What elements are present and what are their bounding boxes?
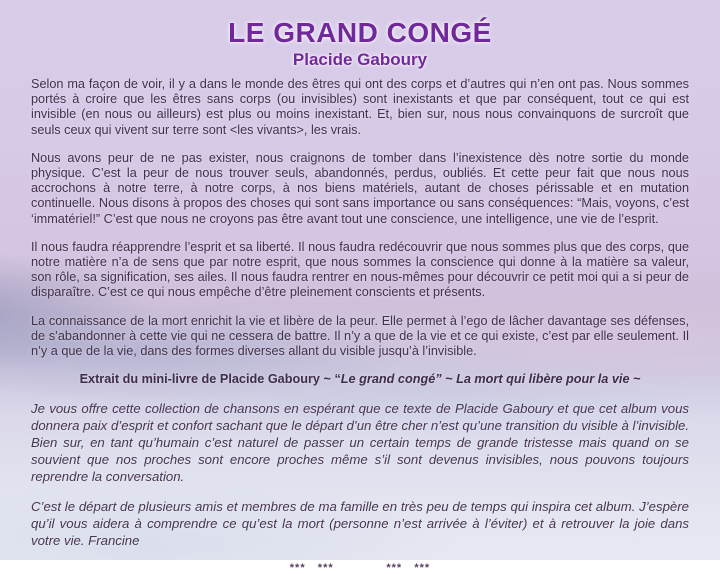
- extract-suffix: ” ~ La mort qui libère pour la vie ~: [435, 372, 641, 387]
- asterisk-separator: *** *** *** ***: [289, 562, 431, 574]
- page-title: LE GRAND CONGÉ: [228, 17, 492, 48]
- essay-paragraph-4: La connaissance de la mort enrichit la vie et libère de la peur. Elle permet à l’ego de lâcher davantage ses défenses, de s’abandonner à cette vie qui ne cessera de battre. Il n’y a que de la vie et ce qui existe, c’est par elle seulement. Il n’y a que de la vie, dans des formes diverses allant du visible jusqu’à l’invisible.: [31, 313, 689, 359]
- page-subtitle-author: Placide Gaboury: [292, 50, 428, 69]
- extract-book-title: Le grand congé: [340, 372, 436, 387]
- essay-paragraph-1: Selon ma façon de voir, il y a dans le monde des êtres qui ont des corps et d’autres qui n’en ont pas. Nous sommes portés à croire que les êtres sans corps (ou invisibles) sont inexistants et que par conséquent, tout ce qui est invisible (en nous ou ailleurs) est plus ou moins inexistant. Et, bien sur, nous nous convainquons de surcroît que seuls ceux qui vivent sur terre sont <les vivants>, les vrais.: [31, 77, 689, 137]
- dedication-paragraph-1: Je vous offre cette collection de chansons en espérant que ce texte de Placide Gaboury et que cet album vous donnera paix d’esprit et confort sachant que le départ d’un être cher n’est qu’une transition du visible à l’invisible. Bien sur, en tant qu’humain c’est naturel de passer un certain temps de grande tristesse mais quand on se souvient que nos proches sont encore proches même s’il sont devenus invisibles, nous pouvons toujours reprendre la conversation.: [31, 401, 689, 485]
- extract-prefix: Extrait du mini-livre de Placide Gaboury ~ “: [79, 372, 341, 387]
- essay-paragraph-3: Il nous faudra réapprendre l’esprit et sa liberté. Il nous faudra redécouvrir que nous sommes plus que des corps, que notre matière n’a de sens que par notre esprit, que nous sommes la conscience qui donne à la matière sa valeur, son rôle, sa signification, ses ailes. Il nous faudra rentrer en nous-mêmes pour découvrir ce petit moi qui a si peur de disparaître. C’est ce qui nous empêche d’être pleinement conscients et présents.: [31, 239, 689, 300]
- extract-line: [31, 372, 689, 386]
- essay-paragraph-2: Nous avons peur de ne pas exister, nous craignons de tomber dans l’inexistence dès notre sortie du monde physique. C’est la peur de nous trouver seuls, abandonnés, perdus, oubliés. Et cette peur fait que nous nous accrochons à notre terre, à notre corps, à nos biens matériels, autant de choses périssable et en mutation continuelle. Nous disons à propos des choses qui sont sans importance ou sans conséquences: “Mais, voyons, c’est ‘immatériel!” C’est que nous ne croyons pas être avant tout une conscience, une intelligence, une vie de l’esprit.: [31, 150, 689, 226]
- dedication-paragraph-2: C’est le départ de plusieurs amis et membres de ma famille en très peu de temps qui inspira cet album. J’espère qu’il vous aidera à comprendre ce qu’est la mort (personne n’est arrivée à l’éviter) et à retrouver la joie dans votre vie. Francine: [31, 499, 689, 549]
- essay-text-block: [31, 77, 689, 574]
